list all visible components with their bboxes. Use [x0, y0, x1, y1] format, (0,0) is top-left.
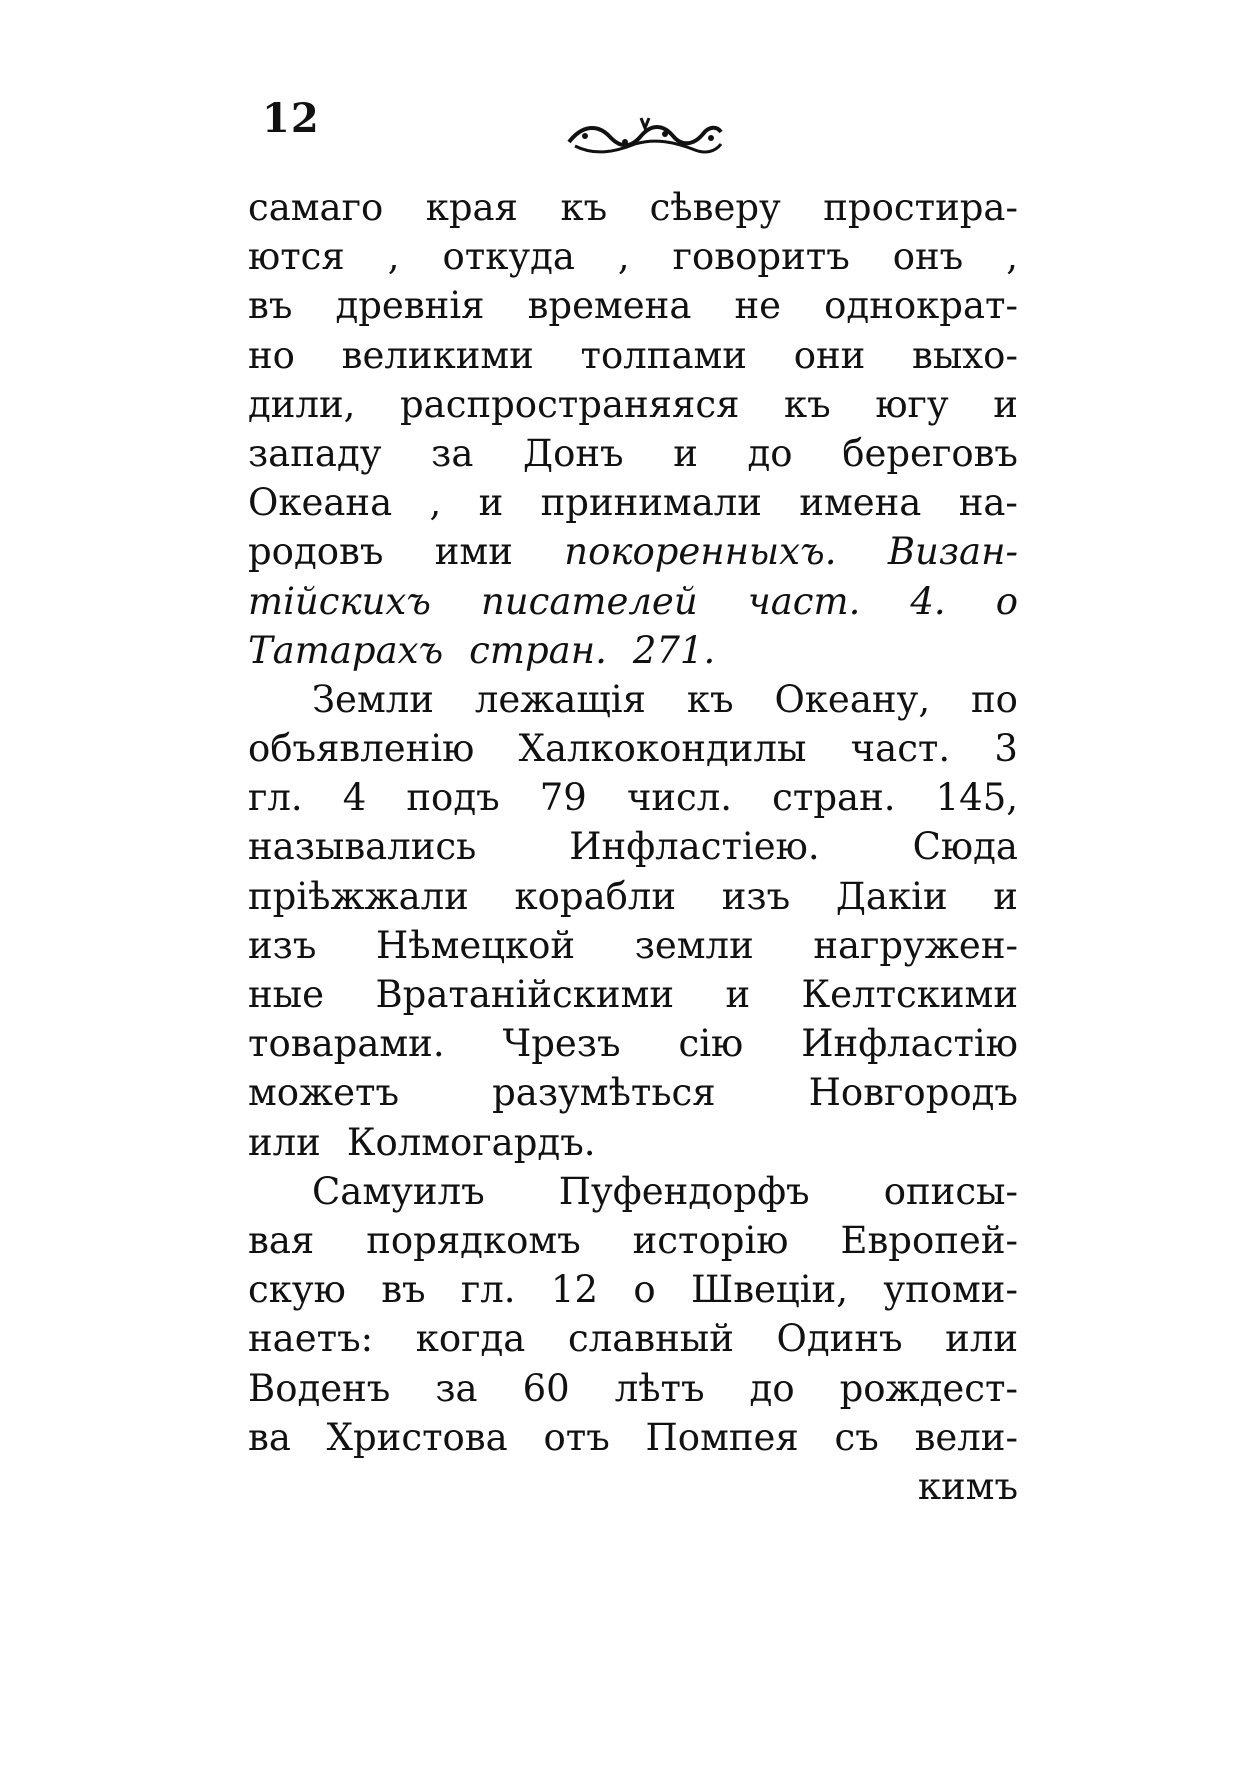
word: покоренныхъ. — [564, 530, 837, 574]
word: част. — [850, 727, 951, 771]
word: великими — [341, 333, 534, 377]
word: скую — [248, 1268, 346, 1312]
word: Сюда — [912, 825, 1018, 869]
word: корабли — [514, 874, 677, 918]
word: береговъ — [842, 431, 1018, 475]
page-number: 12 — [262, 95, 320, 142]
word: или — [248, 1120, 321, 1164]
word: западу — [248, 431, 382, 475]
word: древнія — [335, 284, 485, 328]
text-line — [248, 1068, 1018, 1117]
word: порядкомъ — [366, 1218, 581, 1262]
word: ные — [248, 973, 325, 1016]
word: Колмогардъ. — [346, 1120, 596, 1164]
word: онъ — [892, 235, 964, 279]
word: распространяяся — [399, 382, 740, 426]
word: и — [993, 874, 1018, 918]
text-line — [248, 724, 1018, 773]
word: югу — [875, 382, 949, 426]
word: 79 — [539, 776, 587, 820]
word: , — [617, 235, 630, 279]
word: изъ — [248, 923, 317, 967]
word: съ — [834, 1415, 879, 1459]
word: говоритъ — [672, 235, 850, 279]
word: Дакіи — [835, 874, 948, 918]
word: гл. — [248, 776, 303, 820]
word: за — [435, 1366, 478, 1410]
text-line — [248, 577, 1018, 626]
text-line — [248, 1314, 1018, 1363]
word: 3 — [994, 727, 1018, 771]
word: Чрезъ — [502, 1022, 621, 1066]
text-line — [248, 675, 1018, 724]
word: Европей- — [840, 1218, 1018, 1262]
word: имена — [799, 481, 922, 525]
word: къ — [784, 382, 831, 426]
word: о — [995, 579, 1018, 623]
word: вели- — [914, 1415, 1018, 1459]
word: можетъ — [248, 1071, 399, 1115]
word: и — [478, 481, 504, 525]
word: стран. — [469, 628, 607, 672]
word: толпами — [580, 333, 747, 377]
word: славный — [568, 1317, 734, 1361]
word: Воденъ — [248, 1366, 391, 1410]
word: Визан- — [887, 530, 1018, 574]
catchword — [248, 1462, 1018, 1511]
word: родовъ — [248, 530, 384, 574]
text-line — [248, 970, 1018, 1019]
word: и — [993, 382, 1018, 426]
word: 60 — [522, 1366, 570, 1410]
word: стран. — [772, 776, 896, 820]
word: и — [673, 431, 698, 475]
word: вая — [248, 1218, 315, 1262]
word: ются — [248, 235, 345, 279]
text-line — [248, 380, 1018, 429]
text-line — [248, 1118, 1018, 1167]
word: сѣверу — [649, 186, 781, 229]
word: простира- — [823, 186, 1018, 229]
word: отъ — [543, 1415, 610, 1459]
word: товарами. — [248, 1022, 445, 1066]
text-line — [248, 331, 1018, 380]
word: 4 — [342, 776, 367, 820]
word: Инфластію — [801, 1022, 1018, 1066]
word: изъ — [721, 874, 791, 918]
word: самаго — [248, 186, 384, 229]
text-line — [248, 1413, 1018, 1462]
word: 271. — [632, 628, 716, 672]
word: ими — [434, 530, 513, 574]
word: 4. — [910, 579, 946, 623]
word: по — [971, 677, 1018, 721]
word: земли — [634, 923, 754, 967]
text-line — [248, 773, 1018, 822]
word: къ — [686, 677, 734, 721]
word: о — [633, 1268, 656, 1312]
word: откуда — [442, 235, 575, 279]
word: выхо- — [912, 333, 1018, 377]
word: , — [429, 481, 442, 525]
word: Христова — [326, 1415, 508, 1459]
text-line — [248, 1364, 1018, 1413]
word: Халкокондилы — [518, 727, 807, 771]
text-line — [248, 429, 1018, 478]
word: упоми- — [883, 1268, 1018, 1312]
word: рождест- — [839, 1366, 1018, 1410]
word: , — [1006, 235, 1018, 279]
text-line — [248, 626, 1018, 675]
word: однократ- — [824, 284, 1018, 328]
word: къ — [560, 186, 608, 229]
word: пріѣжжали — [248, 874, 469, 918]
word: Швеціи, — [690, 1268, 848, 1312]
text-line — [248, 1265, 1018, 1314]
word: Инфластіею. — [569, 825, 820, 869]
word: писателей — [480, 579, 698, 623]
word: до — [749, 1366, 795, 1410]
word: назывались — [248, 825, 477, 869]
word: Пуфендорфъ — [558, 1169, 810, 1213]
word: гл. — [460, 1268, 516, 1312]
word: кимъ — [917, 1464, 1018, 1508]
word: Татарахъ — [248, 628, 444, 672]
word: нагружен- — [813, 923, 1018, 967]
word: дили, — [248, 382, 356, 426]
text-line — [248, 527, 1018, 576]
word: Океана — [248, 481, 393, 525]
word: наетъ: — [248, 1317, 374, 1361]
word: не — [734, 284, 782, 328]
word: Океану, — [774, 677, 931, 721]
word: разумѣться — [492, 1071, 716, 1115]
word: Донъ — [523, 431, 624, 475]
word: 12 — [550, 1268, 598, 1312]
word: и — [725, 973, 751, 1016]
word: тійскихъ — [248, 579, 431, 623]
word: , — [387, 235, 400, 279]
word: края — [425, 186, 518, 229]
word: но — [248, 333, 295, 377]
word: времена — [527, 284, 692, 328]
text-line — [248, 478, 1018, 527]
word: лежащія — [474, 677, 646, 721]
word: или — [945, 1317, 1018, 1361]
word: част. — [747, 579, 861, 623]
word: въ — [248, 284, 293, 328]
word: сію — [678, 1022, 744, 1066]
word: числ. — [626, 776, 733, 820]
text-line — [248, 281, 1018, 330]
word: объявленію — [248, 727, 475, 771]
word: до — [747, 431, 793, 475]
word: принимали — [540, 481, 762, 525]
word: на- — [958, 481, 1018, 525]
word: Одинъ — [776, 1317, 903, 1361]
text-line — [248, 232, 1018, 281]
text-line — [248, 872, 1018, 921]
text-line — [248, 822, 1018, 871]
text-line — [248, 1216, 1018, 1265]
printers-ornament-icon — [565, 112, 725, 160]
body-text — [248, 183, 1018, 1511]
word: въ — [381, 1268, 426, 1312]
word: Самуилъ — [312, 1169, 485, 1213]
word: ва — [248, 1415, 291, 1459]
word: описы- — [883, 1169, 1018, 1213]
word: за — [431, 431, 474, 475]
word: Келтскими — [801, 973, 1018, 1016]
word: исторію — [632, 1218, 789, 1262]
word: подъ — [406, 776, 500, 820]
word: Земли — [312, 677, 434, 721]
word: Помпея — [645, 1415, 799, 1459]
word: они — [793, 333, 866, 377]
word: Нѣмецкой — [375, 923, 576, 967]
text-line — [248, 921, 1018, 970]
word: 145, — [935, 776, 1018, 820]
text-line — [248, 1019, 1018, 1068]
text-line — [248, 183, 1018, 232]
text-line — [248, 1167, 1018, 1216]
word: Новгородъ — [808, 1071, 1018, 1115]
word: Вратанійскими — [375, 973, 675, 1016]
word: когда — [415, 1317, 526, 1361]
word: лѣтъ — [614, 1366, 705, 1410]
